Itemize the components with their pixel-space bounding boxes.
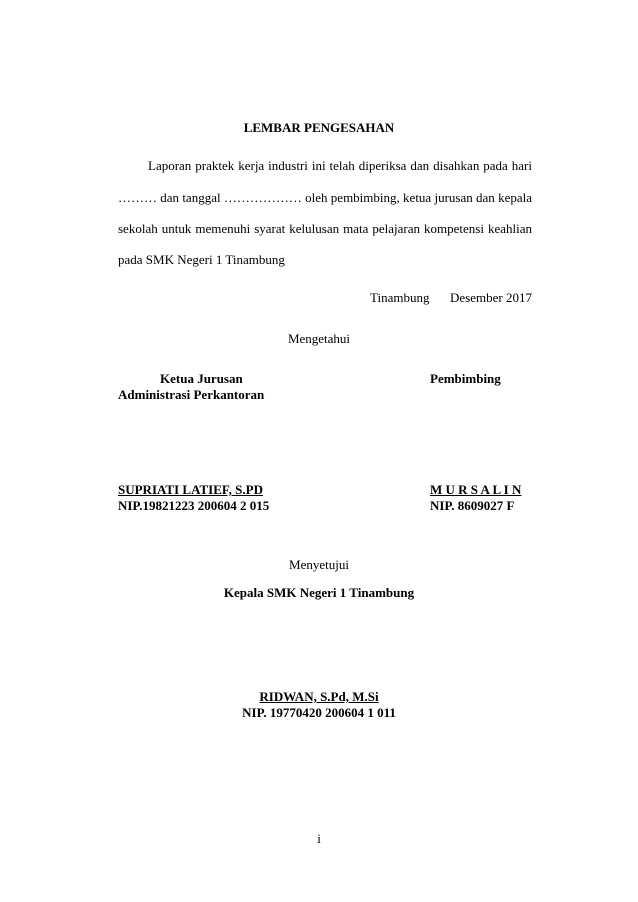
paragraph-line-4: pada SMK Negeri 1 Tinambung [118, 252, 285, 267]
page-number: i [317, 831, 321, 846]
left-signer-nip: NIP.19821223 200604 2 015 [118, 498, 270, 513]
head-signer-nip: NIP. 19770420 200604 1 011 [242, 705, 396, 720]
left-signer-name: SUPRIATI LATIEF, S.PD [118, 482, 263, 497]
approved-label: Menyetujui [289, 557, 349, 572]
head-signer-name: RIDWAN, S.Pd, M.Si [259, 689, 379, 704]
date-text: Desember 2017 [450, 290, 532, 305]
paragraph-line-2: ……… dan tanggal ……………… oleh pembimbing, ketua jurusan dan kepala [118, 190, 532, 205]
head-signer-role: Kepala SMK Negeri 1 Tinambung [223, 585, 415, 600]
document-title: LEMBAR PENGESAHAN [243, 120, 395, 135]
place-text: Tinambung [370, 290, 430, 305]
right-signer-role: Pembimbing [430, 371, 501, 386]
right-signer-nip: NIP. 8609027 F [430, 498, 515, 513]
acknowledged-label: Mengetahui [287, 331, 351, 346]
left-signer-role-line2: Administrasi Perkantoran [118, 387, 265, 402]
paragraph-line-3: sekolah untuk memenuhi syarat kelulusan mata pelajaran kompetensi keahlian [118, 221, 532, 236]
right-signer-name: M U R S A L I N [430, 482, 522, 497]
paragraph-line-1: Laporan praktek kerja industri ini telah diperiksa dan disahkan pada hari [148, 158, 532, 173]
left-signer-role-line1: Ketua Jurusan [160, 371, 243, 386]
